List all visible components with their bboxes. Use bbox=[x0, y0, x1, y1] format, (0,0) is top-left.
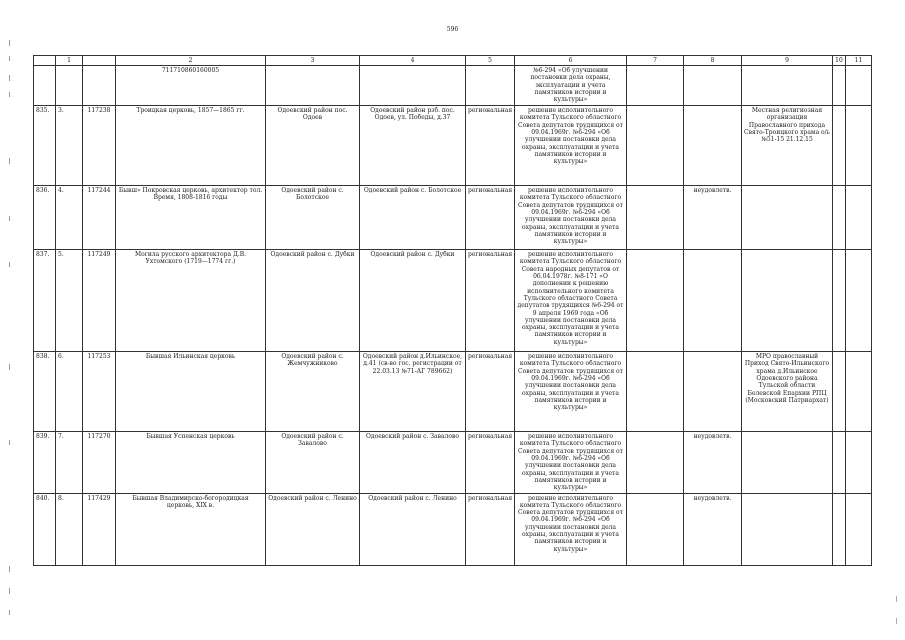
cell-col11 bbox=[846, 432, 872, 494]
cell-sub-number: 3. bbox=[56, 106, 83, 186]
cell-code: 117249 bbox=[83, 250, 116, 352]
cell-name: Бывш» Покровская церковь, архитектор тол. Время, 1808-1816 годы bbox=[116, 186, 266, 250]
cell-district: Одоевский район с. Ленино bbox=[266, 493, 360, 565]
cell-col11 bbox=[846, 186, 872, 250]
cell-user: Местная религиозная организация Православного прихода Свято-Троицкого храма о/ь №51-15 21.12.15 bbox=[742, 106, 833, 186]
cell-sub-number: 6. bbox=[56, 352, 83, 432]
cell-col11 bbox=[846, 493, 872, 565]
cell-address: Одоевский район с. Болотское bbox=[360, 186, 466, 250]
cell-empty bbox=[846, 66, 872, 106]
cell-state bbox=[627, 352, 684, 432]
cell-empty bbox=[266, 66, 360, 106]
cell-state-2: неудовлетв. bbox=[684, 493, 742, 565]
cell-decision: №6-294 «Об улучшении постановки дела охраны, эксплуатации и учета памятников истории и культуры» bbox=[515, 66, 627, 106]
table-row bbox=[34, 186, 872, 250]
cell-name: Троицкая церковь, 1857—1865 гг. bbox=[116, 106, 266, 186]
cell-state-2: неудовлетв. bbox=[684, 186, 742, 250]
cell-register-number: 711710860160005 bbox=[116, 66, 266, 106]
cell-category: региональная bbox=[466, 186, 515, 250]
cell-code: 117270 bbox=[83, 432, 116, 494]
page-number: 596 bbox=[446, 26, 459, 33]
cell-row-number: 838. bbox=[34, 352, 56, 432]
column-header: 10 bbox=[833, 56, 846, 66]
cell-name: Бывшая Владимирско-богородицкая церковь, XIX в. bbox=[116, 493, 266, 565]
cell-category: региональная bbox=[466, 250, 515, 352]
column-header: 6 bbox=[515, 56, 627, 66]
table-row bbox=[34, 106, 872, 186]
table-row bbox=[34, 250, 872, 352]
column-header: 1 bbox=[56, 56, 83, 66]
cell-address: Одоевский район рзб. пос. Одоев, ул. Победы, д.37 bbox=[360, 106, 466, 186]
cell-user bbox=[742, 493, 833, 565]
cell-empty bbox=[684, 66, 742, 106]
cell-decision: решение исполнительного комитета Тульского областного Совета депутатов трудящихся от 09.04.1969г. №6-294 «Об улучшении постановки дела охраны, эксплуатации и учета памятников истории и культуры» bbox=[515, 432, 627, 494]
column-header: 11 bbox=[846, 56, 872, 66]
cell-sub-number: 4. bbox=[56, 186, 83, 250]
binding-margin-marks bbox=[9, 0, 11, 640]
cell-row-number: 836. bbox=[34, 186, 56, 250]
cell-decision: решение исполнительного комитета Тульского областного Совета депутатов трудящихся от 09.04.1969г. №6-294 «Об улучшении постановки дела охраны, эксплуатации и учета памятников истории и культуры» bbox=[515, 186, 627, 250]
cell-state-2: неудовлетв. bbox=[684, 432, 742, 494]
cell-empty bbox=[34, 66, 56, 106]
monuments-registry-table bbox=[33, 55, 872, 566]
cell-category: региональная bbox=[466, 493, 515, 565]
cell-district: Одоевский район пос. Одоев bbox=[266, 106, 360, 186]
cell-name: Бывшая Успенская церковь bbox=[116, 432, 266, 494]
cell-code: 117238 bbox=[83, 106, 116, 186]
cell-col11 bbox=[846, 250, 872, 352]
cell-col10 bbox=[833, 250, 846, 352]
cell-empty bbox=[833, 66, 846, 106]
cell-state bbox=[627, 186, 684, 250]
cell-col10 bbox=[833, 432, 846, 494]
column-header: 7 bbox=[627, 56, 684, 66]
table-row bbox=[34, 352, 872, 432]
cell-decision: решение исполнительного комитета Тульского областного Совета депутатов трудящихся от 09.04.1969г. №6-294 «Об улучшении постановки дела охраны, эксплуатации и учета памятников истории и культуры» bbox=[515, 352, 627, 432]
column-header: 2 bbox=[116, 56, 266, 66]
cell-code: 117253 bbox=[83, 352, 116, 432]
cell-state-2 bbox=[684, 250, 742, 352]
cell-col10 bbox=[833, 106, 846, 186]
cell-district: Одоевский район с. Дубки bbox=[266, 250, 360, 352]
cell-address: Одоевский район с. Дубки bbox=[360, 250, 466, 352]
cell-empty bbox=[56, 66, 83, 106]
cell-decision: решение исполнительного комитета Тульского областного Совета депутатов трудящихся от 09.04.1969г. №6-294 «Об улучшении постановки дела охраны, эксплуатации и учета памятников истории и культуры» bbox=[515, 106, 627, 186]
scan-mark bbox=[896, 596, 897, 602]
cell-state bbox=[627, 106, 684, 186]
cell-col10 bbox=[833, 352, 846, 432]
table-row bbox=[34, 432, 872, 494]
cell-col10 bbox=[833, 493, 846, 565]
column-header: 8 bbox=[684, 56, 742, 66]
column-number-row bbox=[34, 56, 872, 66]
cell-sub-number: 5. bbox=[56, 250, 83, 352]
cell-user bbox=[742, 432, 833, 494]
column-header: 4 bbox=[360, 56, 466, 66]
cell-col11 bbox=[846, 106, 872, 186]
cell-empty bbox=[466, 66, 515, 106]
cell-category: региональная bbox=[466, 352, 515, 432]
cell-name: Могила русского архитектора Д.В. Ухтомского (1719—1774 гг.) bbox=[116, 250, 266, 352]
scan-mark bbox=[896, 618, 897, 624]
column-header: 3 bbox=[266, 56, 360, 66]
continuation-row bbox=[34, 66, 872, 106]
cell-address: Одоевский район с. Ленино bbox=[360, 493, 466, 565]
cell-address: Одоевский район с. Завалово bbox=[360, 432, 466, 494]
cell-row-number: 835. bbox=[34, 106, 56, 186]
cell-name: Бывшая Ильинская церковь bbox=[116, 352, 266, 432]
cell-col11 bbox=[846, 352, 872, 432]
cell-row-number: 839. bbox=[34, 432, 56, 494]
cell-address: Одоевский район д.Ильинское, д.41 (св-во гос. регистрации от 22.03.13 №71-АГ 789662) bbox=[360, 352, 466, 432]
cell-empty bbox=[742, 66, 833, 106]
cell-sub-number: 7. bbox=[56, 432, 83, 494]
column-header bbox=[83, 56, 116, 66]
cell-col10 bbox=[833, 186, 846, 250]
cell-user bbox=[742, 186, 833, 250]
cell-row-number: 837. bbox=[34, 250, 56, 352]
table-row bbox=[34, 493, 872, 565]
cell-district: Одоевский район с. Завалово bbox=[266, 432, 360, 494]
cell-empty bbox=[360, 66, 466, 106]
cell-empty bbox=[83, 66, 116, 106]
cell-decision: решение исполнительного комитета Тульского областного Совета народных депутатов от 06.04.1978г. №8-171 «О дополнении к решению исполнительного комитета Тульского областного Совета депутатов трудящихся №6-294 от 9 апреля 1969 года «Об улучшении постановки дела охраны, эксплуатации и учета памятников истории и культуры» bbox=[515, 250, 627, 352]
cell-district: Одоевский район с. Жемчужниково bbox=[266, 352, 360, 432]
cell-state bbox=[627, 432, 684, 494]
cell-category: региональная bbox=[466, 432, 515, 494]
cell-code: 117244 bbox=[83, 186, 116, 250]
cell-district: Одоевский район с. Болотское bbox=[266, 186, 360, 250]
column-header: 9 bbox=[742, 56, 833, 66]
cell-row-number: 840. bbox=[34, 493, 56, 565]
cell-empty bbox=[627, 66, 684, 106]
cell-decision: решение исполнительного комитета Тульского областного Совета депутатов трудящихся от 09.04.1969г. №6-294 «Об улучшении постановки дела охраны, эксплуатации и учета памятников истории и культуры» bbox=[515, 493, 627, 565]
cell-code: 117429 bbox=[83, 493, 116, 565]
cell-user bbox=[742, 250, 833, 352]
column-header: 5 bbox=[466, 56, 515, 66]
cell-state bbox=[627, 250, 684, 352]
cell-state bbox=[627, 493, 684, 565]
cell-sub-number: 8. bbox=[56, 493, 83, 565]
cell-category: региональная bbox=[466, 106, 515, 186]
column-header bbox=[34, 56, 56, 66]
cell-state-2 bbox=[684, 352, 742, 432]
cell-user: МРО православный Приход Свято-Ильинского храма д.Ильинское Одоевского района Тульской области Белевской Епархии РПЦ (Московский Патриархат) bbox=[742, 352, 833, 432]
cell-state-2 bbox=[684, 106, 742, 186]
